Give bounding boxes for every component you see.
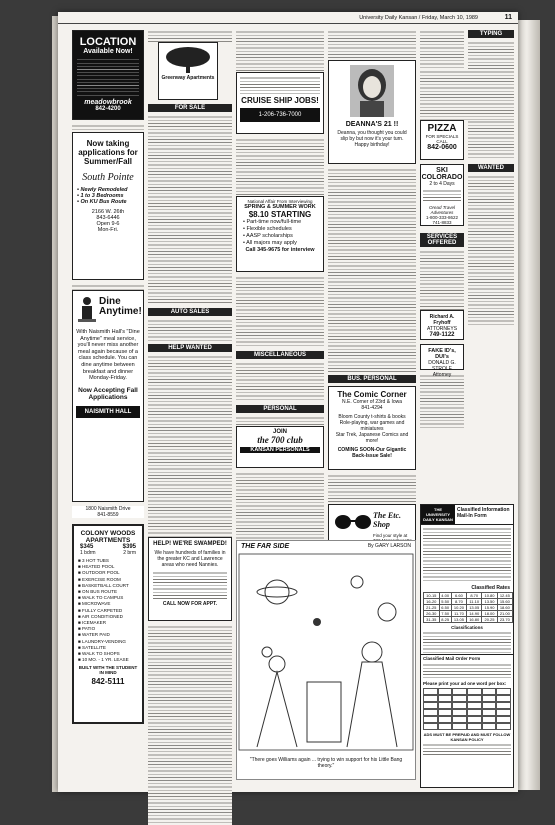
fake-ids-sub: DONALD G. STROLE — [428, 360, 456, 372]
word-box[interactable] — [438, 688, 453, 695]
naismith-phone: 841-8559 — [72, 512, 144, 518]
colony-amenity-item: ■ HEATED POOL — [78, 564, 115, 570]
rates-title: Classified Rates — [471, 585, 510, 591]
section-wanted: WANTED — [468, 164, 514, 172]
word-box[interactable] — [452, 716, 467, 723]
page-number: 11 — [504, 14, 512, 21]
colony-amenity-item: ■ FULLY CARPETED — [78, 607, 123, 613]
colony-amenity-item: ■ SATELLITE — [78, 644, 106, 650]
rates-cell: 31-35 — [424, 617, 440, 623]
word-box[interactable] — [467, 716, 482, 723]
cruise-title: CRUISE SHIP JOBS! — [241, 96, 319, 105]
stacked-pages-edge — [518, 20, 540, 790]
newspaper-page — [58, 12, 518, 792]
section-for-sale: FOR SALE — [148, 104, 232, 112]
section-services-offered: SERVICES OFFERED — [420, 233, 464, 247]
south-pointe-ad — [72, 132, 144, 280]
ski-title: SKI COLORADO — [421, 167, 463, 181]
order-form-title: Classified Mail Order Form — [421, 654, 513, 662]
column-2 — [148, 30, 232, 790]
colony-amenity-item: ■ ON BUS ROUTE — [78, 589, 118, 595]
pizza-title: PIZZA — [427, 123, 457, 134]
help-swamped-ad — [148, 537, 232, 621]
rates-cell: 4.00 — [439, 593, 451, 599]
word-box[interactable] — [482, 688, 497, 695]
bullet-bedrooms: • 1 to 3 Bedrooms — [77, 193, 124, 199]
deanna-birthday-ad — [328, 60, 416, 164]
word-box[interactable] — [423, 695, 438, 702]
colony-amenity-item: ■ ICEMAKER — [78, 620, 107, 626]
nanny-bullet-3: • AASP scholarships — [243, 233, 293, 239]
rates-cell: 18.60 — [497, 605, 512, 611]
bullet-remodeled: • Newly Remodeled — [77, 187, 128, 193]
naismith-address: 1800 Naismith Drive — [72, 506, 144, 512]
header-title: University Daily Kansan / Friday, March 10, 1989 — [359, 15, 478, 21]
nanny-pay: $8.10 STARTING — [248, 210, 312, 219]
help-call: CALL NOW FOR APPT. — [162, 601, 218, 607]
nanny-ad — [236, 196, 324, 272]
nanny-title: National Affair From Interviewing — [247, 199, 313, 204]
rates-cell: 13.05 — [451, 617, 466, 623]
word-box[interactable] — [496, 723, 511, 730]
fake-ids-ad — [420, 344, 464, 378]
nanny-call: Call 345-9675 for interview — [245, 247, 315, 253]
rates-cell: 8.70 — [451, 599, 466, 605]
mailin-footer: ADS MUST BE PREPAID AND MUST FOLLOW KANSAN POLICY — [423, 732, 511, 742]
word-box[interactable] — [467, 723, 482, 730]
bullet-bus-route: • On KU Bus Route — [77, 199, 127, 205]
rates-cell: 6.50 — [439, 605, 451, 611]
comic-corner-ad — [328, 386, 416, 470]
classified-mail-in-form — [420, 504, 514, 788]
cruise-ship-ad — [236, 72, 324, 134]
word-box[interactable] — [467, 702, 482, 709]
word-box[interactable] — [496, 716, 511, 723]
etc-title: The Etc. Shop — [373, 511, 401, 529]
far-side-author: By GARY LARSON — [367, 543, 411, 549]
word-box[interactable] — [482, 716, 497, 723]
word-box[interactable] — [423, 716, 438, 723]
word-box[interactable] — [438, 702, 453, 709]
word-box[interactable] — [496, 688, 511, 695]
word-box[interactable] — [438, 723, 453, 730]
cruise-phone: 1-206-736-7000 — [240, 108, 320, 122]
colony-amenity-item: ■ OUTDOOR POOL — [78, 570, 120, 576]
word-box[interactable] — [452, 688, 467, 695]
word-box[interactable] — [467, 688, 482, 695]
far-side-comic — [236, 540, 416, 780]
colony-amenity-item: ■ AIR CONDITIONED — [78, 613, 123, 619]
word-box[interactable] — [482, 709, 497, 716]
ski-phone-1: 1-800-333-8622 — [425, 215, 459, 220]
help-title: HELP! WE'RE SWAMPED! — [153, 541, 227, 547]
location-ad — [72, 30, 144, 120]
location-phone: 842-4200 — [95, 106, 121, 112]
pizza-ad — [420, 120, 464, 160]
colony-price-2: $395 — [122, 544, 136, 550]
naismith-hall-ad — [72, 290, 144, 502]
fryhoff-phone: 749-1122 — [429, 332, 455, 338]
word-box[interactable] — [438, 695, 453, 702]
rates-cell: 10.80 — [482, 593, 497, 599]
comic-title: The Comic Corner — [337, 390, 407, 399]
join-700-club-ad — [236, 426, 324, 468]
word-box[interactable] — [496, 709, 511, 716]
rates-cell: 10.20 — [451, 605, 466, 611]
colony-phone: 842-5111 — [91, 677, 125, 687]
colony-amenity-item: ■ WALK TO SHOPS — [78, 651, 120, 657]
rates-cell: 12.45 — [497, 593, 512, 599]
colony-amenity-item: ■ EXERCISE ROOM — [78, 576, 121, 582]
section-miscellaneous: MISCELLANEOUS — [236, 351, 324, 359]
section-auto-sales: AUTO SALES — [148, 308, 232, 316]
word-box[interactable] — [467, 695, 482, 702]
tree-logo-icon — [159, 45, 217, 75]
colony-amenity-item: ■ MICROWAVE — [78, 601, 111, 607]
word-box-grid — [423, 688, 511, 730]
page-header — [58, 12, 518, 24]
fryhoff-name: Richard A. Fryhoff — [429, 314, 455, 326]
south-pointe-days: Mon-Fri. — [97, 227, 119, 233]
colony-amenity-item: ■ PATIO — [78, 626, 96, 632]
word-box[interactable] — [482, 695, 497, 702]
south-pointe-address: 2166 W. 26th — [91, 209, 125, 215]
classifications-title: Classifications — [451, 625, 483, 630]
join-title: JOIN — [272, 429, 287, 435]
deanna-headline: DEANNA'S 21 !! — [345, 121, 399, 128]
comic-address: N.E. Corner of 23rd & Iowa — [341, 399, 403, 405]
ski-colorado-ad — [420, 164, 464, 226]
rates-cell: 14.90 — [467, 611, 482, 617]
rates-cell: 21-25 — [424, 605, 440, 611]
greenway-ad — [158, 42, 218, 100]
meadowbrook-brand: meadowbrook — [84, 99, 132, 106]
section-help-wanted: HELP WANTED — [148, 344, 232, 352]
word-box[interactable] — [482, 723, 497, 730]
comic-line-2: Role-playing, war games and miniatures — [339, 420, 405, 432]
colony-amenity-item: ■ 3 HOT TUBS — [78, 558, 109, 563]
now-taking-title: Now taking applications for Summer/Fall — [78, 139, 138, 166]
ski-sub: 2 to 4 Days — [429, 181, 455, 187]
rates-table — [423, 592, 513, 623]
word-box[interactable] — [423, 702, 438, 709]
location-subtitle: Available Now! — [83, 48, 133, 55]
column-1 — [72, 30, 144, 790]
word-box[interactable] — [423, 688, 438, 695]
word-box[interactable] — [438, 716, 453, 723]
south-pointe-phone: 843-6446 — [96, 215, 120, 221]
rates-cell: 8.70 — [467, 593, 482, 599]
ski-brand: Oread Travel Adventures — [429, 205, 455, 215]
rates-cell: 15.90 — [482, 605, 497, 611]
nanny-sub: SPRING & SUMMER WORK — [244, 204, 316, 210]
south-pointe-hours: Open 9-6 — [96, 221, 120, 227]
comic-line-3: Star Trek, Japanese Comics and more! — [335, 432, 409, 444]
naismith-logo: NAISMITH HALL — [76, 406, 140, 418]
rates-cell: 6.60 — [451, 593, 466, 599]
rates-cell: 15.60 — [497, 599, 512, 605]
nanny-bullet-2: • Flexible schedules — [243, 226, 292, 232]
nanny-bullet-1: • Part-time now/full-time — [243, 219, 302, 225]
word-box[interactable] — [467, 709, 482, 716]
comic-coming: COMING SOON-Our Gigantic Back-Issue Sale! — [337, 447, 407, 459]
colony-amenity-item: ■ LAUNDRY-VENDING — [78, 638, 126, 644]
colony-bed-1: 1 bdrm — [80, 550, 96, 556]
kansan-logo: THE UNIVERSITY DAILY KANSAN — [421, 505, 455, 524]
south-pointe-logo: South Pointe — [82, 172, 134, 183]
fake-ids-title: FAKE ID's, DUI's — [428, 348, 456, 360]
rates-cell: 13.50 — [482, 599, 497, 605]
rates-cell: 20.25 — [482, 617, 497, 623]
word-box[interactable] — [452, 723, 467, 730]
colony-title: COLONY WOODS APARTMENTS — [80, 530, 136, 544]
colony-amenity-item: ■ BASKETBALL COURT — [78, 582, 129, 588]
fake-ids-role: Attorney — [432, 372, 452, 378]
word-box[interactable] — [452, 702, 467, 709]
comic-phone: 841-4294 — [361, 405, 383, 411]
deanna-body: Deanna, you thought you could slip by but now it's your turn. Happy birthday! — [337, 130, 407, 148]
print-instruction: Please print your ad one word per box: — [423, 681, 507, 686]
mailin-title: Classified Information Mail-In Form — [457, 507, 510, 519]
colony-amenity-item: ■ 10 MO. - 1 YR. LEASE — [78, 657, 129, 663]
pizza-phone: 842-0600 — [427, 144, 457, 151]
sunglasses-icon — [333, 511, 373, 533]
colony-amenities — [78, 558, 138, 663]
word-box[interactable] — [423, 709, 438, 716]
rates-cell: 21.00 — [497, 611, 512, 617]
word-box[interactable] — [496, 695, 511, 702]
rates-cell: 26-30 — [424, 611, 440, 617]
colony-tagline: BUILT WITH THE STUDENT IN MIND — [78, 665, 138, 676]
comic-line-1: Bloom County t-shirts & books — [338, 414, 406, 420]
colony-price-1: $345 — [80, 544, 94, 550]
help-body: We have hundreds of families in the greater KC and Lawrence areas who need Nannies. — [154, 550, 226, 568]
rates-cell: 23.70 — [497, 617, 512, 623]
dine-body: With Naismith Hall's "Dine Anytime" meal service, you'll never miss another meal again because of a class schedule. You can dine anytime between breakfast and dinner Monday-Friday. — [76, 329, 140, 382]
section-bus-personal: BUS. PERSONAL — [328, 375, 416, 383]
word-box[interactable] — [496, 702, 511, 709]
word-box[interactable] — [452, 709, 467, 716]
section-typing: TYPING — [468, 30, 514, 38]
fryhoff-ad — [420, 310, 464, 340]
colony-amenity-item: ■ WATER PAID — [78, 632, 110, 638]
word-box[interactable] — [452, 695, 467, 702]
dine-title: Dine Anytime! — [99, 296, 142, 317]
rates-cell: 16-20 — [424, 599, 440, 605]
dine-accepting: Now Accepting Fall Applications — [78, 386, 138, 401]
deanna-photo — [350, 65, 394, 117]
join-brand: the 700 club — [257, 435, 303, 445]
far-side-title: THE FAR SIDE — [241, 543, 290, 550]
etc-body: Find your style at — [373, 533, 408, 538]
rates-cell: 13.05 — [467, 605, 482, 611]
rates-cell: 11.10 — [467, 599, 482, 605]
ski-phone-2: 741-8833 — [432, 220, 452, 225]
greenway-name: Greenway Apartments — [161, 75, 215, 81]
colony-bed-2: 2 brm — [123, 550, 136, 556]
rates-cell: 10-15 — [424, 593, 440, 599]
word-box[interactable] — [423, 723, 438, 730]
word-box[interactable] — [482, 702, 497, 709]
word-box[interactable] — [438, 709, 453, 716]
section-personal: PERSONAL — [236, 405, 324, 413]
rates-cell: 16.80 — [467, 617, 482, 623]
rates-cell: 8.25 — [439, 617, 451, 623]
colony-amenity-item: ■ WALK TO CAMPUS — [78, 595, 124, 601]
colony-woods-ad — [72, 524, 144, 724]
rates-row — [424, 617, 513, 623]
dining-figure-icon — [76, 295, 98, 325]
rates-cell: 18.00 — [482, 611, 497, 617]
join-kansan: KANSAN PERSONALS — [240, 447, 320, 453]
far-side-drawing — [237, 552, 415, 752]
rates-cell: 5.50 — [439, 599, 451, 605]
rates-cell: 11.70 — [451, 611, 466, 617]
fryhoff-sub: ATTORNEYS — [426, 326, 458, 332]
pizza-sub: FOR SPECIALS CALL — [425, 134, 459, 144]
rates-cell: 7.50 — [439, 611, 451, 617]
far-side-caption: "There goes Williams again ... trying to win support for his Little Bang theory." — [249, 757, 403, 769]
nanny-bullet-4: • All majors may apply — [243, 240, 297, 246]
location-title: LOCATION — [79, 36, 137, 48]
